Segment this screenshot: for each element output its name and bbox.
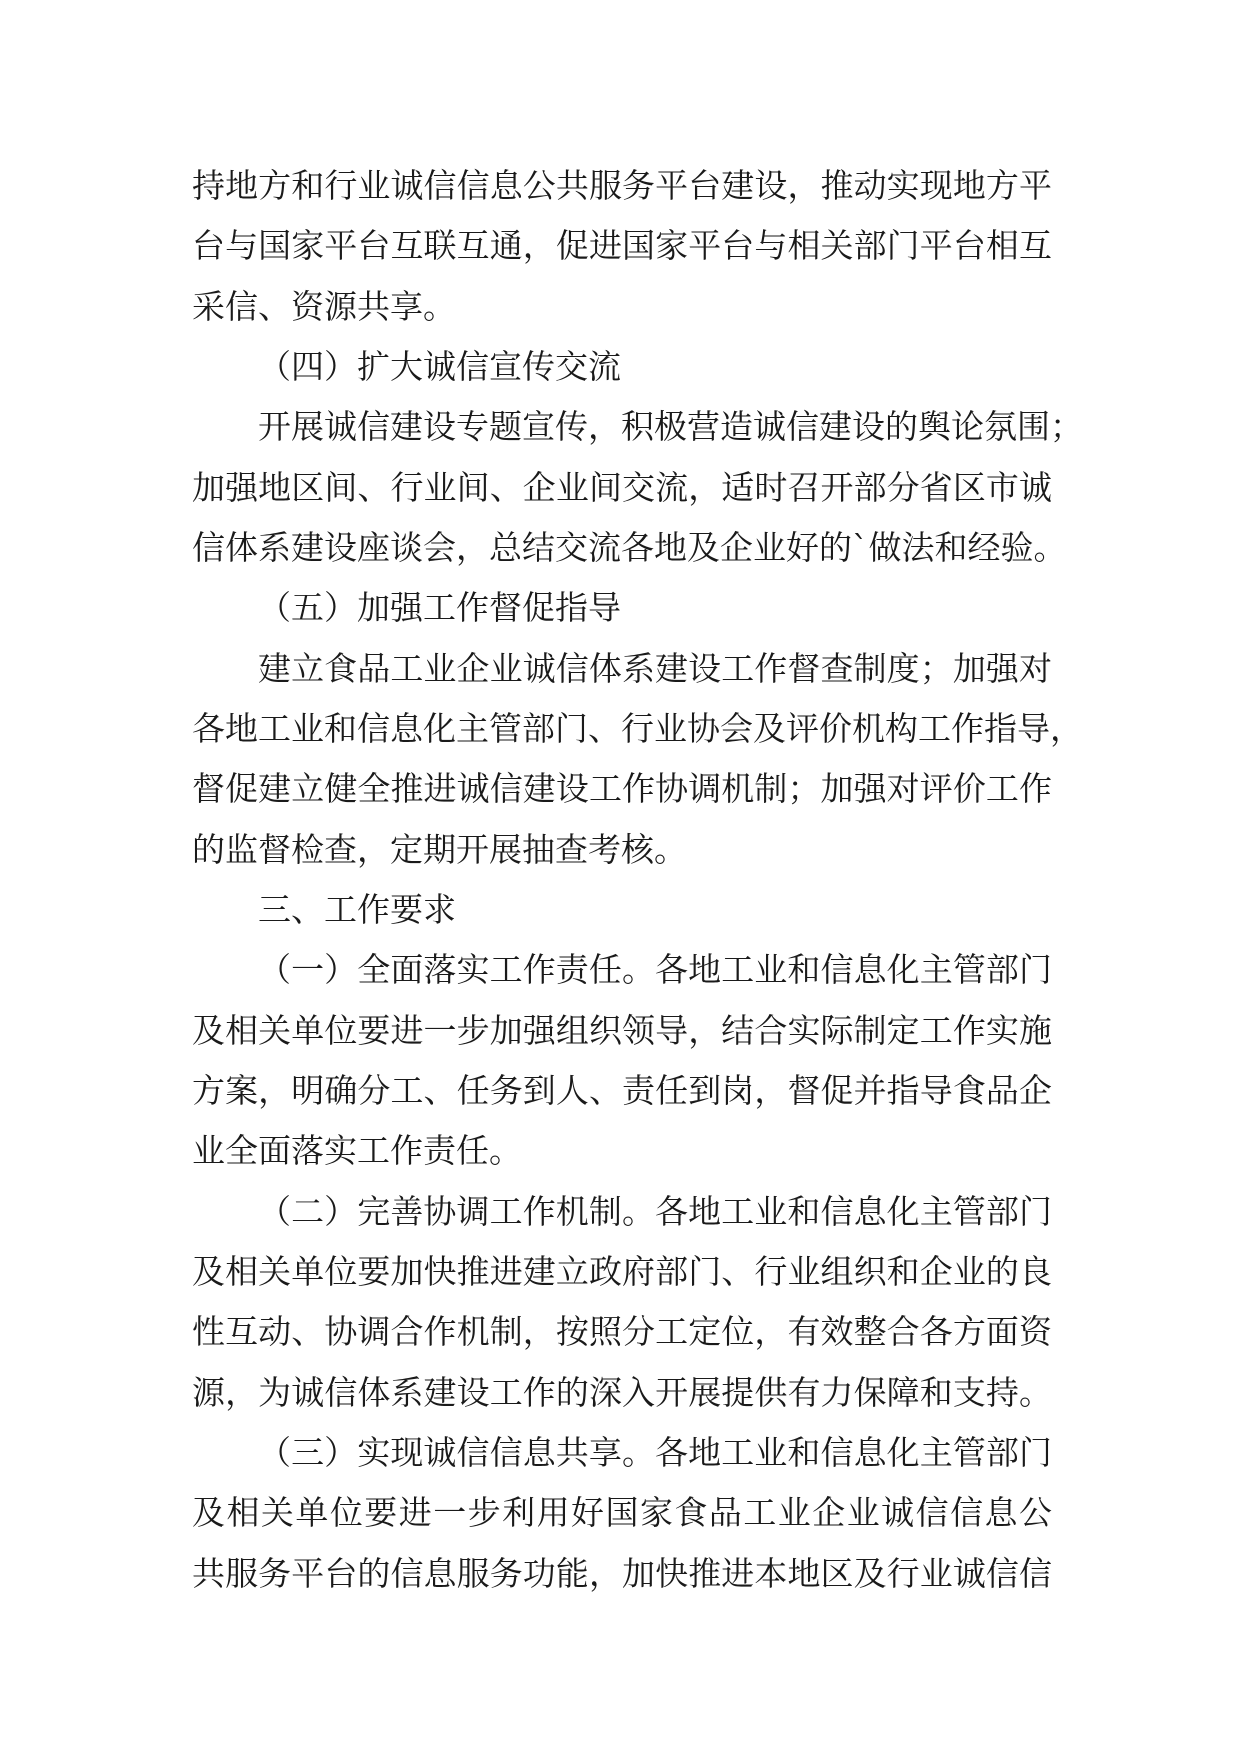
section-heading: （五）加强工作督促指导 xyxy=(258,588,621,627)
paragraph-line: 方案，明确分工、任务到人、责任到岗，督促并指导食品企 xyxy=(192,1071,1052,1110)
paragraph-line: 督促建立健全推进诚信建设工作协调机制；加强对评价工作 xyxy=(192,769,1052,808)
paragraph-line: 采信、资源共享。 xyxy=(192,287,456,326)
paragraph-line: 加强地区间、行业间、企业间交流，适时召开部分省区市诚 xyxy=(192,468,1052,507)
paragraph-line: （三）实现诚信信息共享。各地工业和信息化主管部门 xyxy=(258,1433,1052,1472)
paragraph-line: （二）完善协调工作机制。各地工业和信息化主管部门 xyxy=(258,1192,1052,1231)
paragraph-line: 源，为诚信体系建设工作的深入开展提供有力保障和支持。 xyxy=(192,1373,1052,1412)
paragraph-line: 及相关单位要进一步利用好国家食品工业企业诚信信息公 xyxy=(192,1493,1052,1532)
paragraph-line: 信体系建设座谈会，总结交流各地及企业好的`做法和经验。 xyxy=(192,528,1067,567)
paragraph-line: 及相关单位要加快推进建立政府部门、行业组织和企业的良 xyxy=(192,1252,1052,1291)
paragraph-line: 持地方和行业诚信信息公共服务平台建设，推动实现地方平 xyxy=(192,166,1052,205)
paragraph-line: 性互动、协调合作机制，按照分工定位，有效整合各方面资 xyxy=(192,1312,1052,1351)
paragraph-line: 的监督检查，定期开展抽查考核。 xyxy=(192,830,687,869)
paragraph-line: 各地工业和信息化主管部门、行业协会及评价机构工作指导， xyxy=(192,709,1083,748)
paragraph-line: 业全面落实工作责任。 xyxy=(192,1131,522,1170)
paragraph-line: 及相关单位要进一步加强组织领导，结合实际制定工作实施 xyxy=(192,1011,1052,1050)
paragraph-line: （一）全面落实工作责任。各地工业和信息化主管部门 xyxy=(258,950,1052,989)
paragraph-line: 台与国家平台互联互通，促进国家平台与相关部门平台相互 xyxy=(192,226,1052,265)
section-heading: 三、工作要求 xyxy=(258,890,456,929)
paragraph-line: 建立食品工业企业诚信体系建设工作督查制度；加强对 xyxy=(258,649,1052,688)
section-heading: （四）扩大诚信宣传交流 xyxy=(258,347,621,386)
paragraph-line: 共服务平台的信息服务功能，加快推进本地区及行业诚信信 xyxy=(192,1554,1052,1593)
paragraph-line: 开展诚信建设专题宣传，积极营造诚信建设的舆论氛围； xyxy=(258,407,1083,446)
